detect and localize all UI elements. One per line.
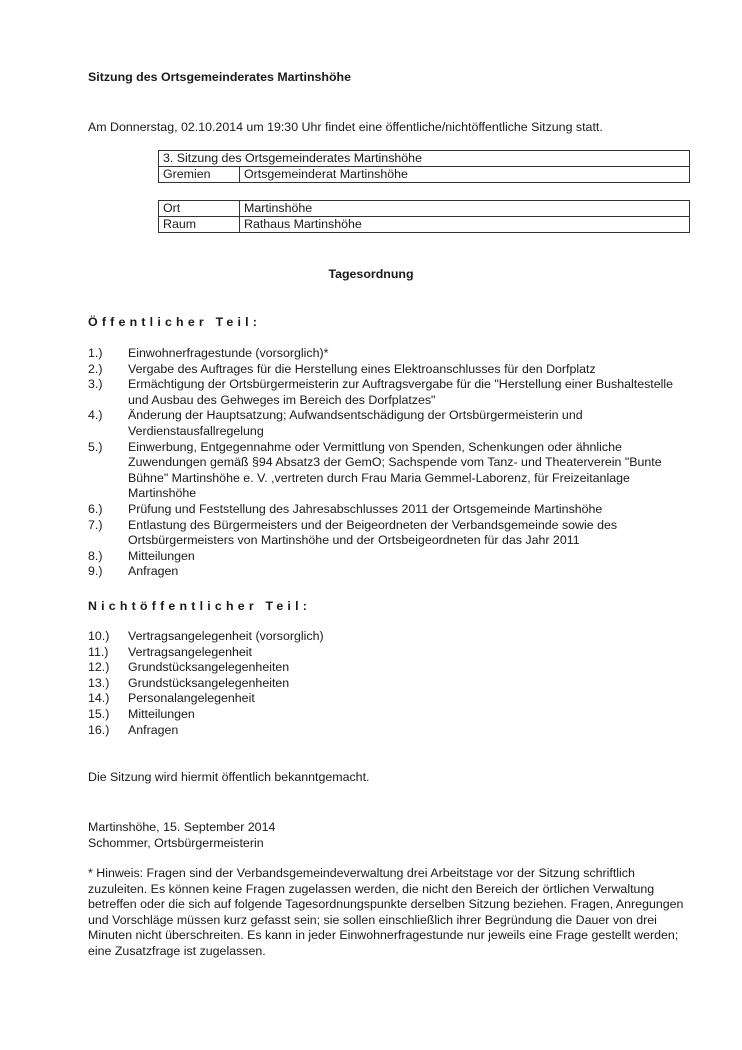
item-text: Entlastung des Bürgermeisters und der Beigeordneten der Verbandsgemeinde sowie des Ortsbürgermeisters von Martinshöhe und der Ortsbeigeordneten für das Jahr 2011 [128, 517, 618, 548]
list-item [88, 346, 688, 362]
item-number: 1.) [88, 346, 103, 360]
item-text: Grundstücksangelegenheiten [128, 675, 290, 690]
list-item [88, 707, 688, 723]
place-date: Martinshöhe, 15. September 2014 [88, 820, 276, 834]
list-item [88, 502, 688, 518]
item-text: Vertragsangelegenheit [128, 644, 253, 659]
list-item [88, 549, 688, 565]
item-number: 10.) [88, 629, 110, 643]
public-section-heading: Öffentlicher Teil: [88, 315, 262, 329]
item-text: Ermächtigung der Ortsbürgermeisterin zur Auftragsvergabe für die "Herstellung einer Bushaltestelle und Ausbau des Gehweges im Bereich des Dorfplatzes" [128, 377, 674, 407]
item-number: 15.) [88, 706, 110, 721]
footnote: * Hinweis: Fragen sind der Verbandsgemeindeverwaltung drei Arbeitstage vor der Sitzung schriftlich zuzuleiten. Es können keine Fragen zugelassen werden, die nicht den Bereich der örtlichen Verwaltung betreffen oder die sich auf folgende Tagesordnungspunkte derselben Sitzung beziehen. Fragen, Anregungen und Vorschläge müssen kurz gefasst sein; sie sollen einschließlich ihrer Begründung die Dauer von drei Minuten nicht überschreiten. Es kann in jeder Einwohnerfragestunde nur jeweils eine Frage gestellt werden; eine Zusatzfrage ist zugelassen. [88, 866, 684, 958]
table-row [159, 217, 690, 233]
location-table [158, 200, 690, 233]
item-text: Einwerbung, Entgegennahme oder Vermittlung von Spenden, Schenkungen oder ähnliche Zuwendungen gemäß §94 Absatz3 der GemO; Sachspende vom Tanz- und Theaterverein "Bunte Bühne" Martinshöhe e. V. ,vertreten durch Frau Maria Gemmel-Laborenz, für Freizeitanlage Martinshöhe [128, 439, 662, 501]
list-item [88, 629, 688, 645]
list-item [88, 564, 688, 580]
list-item [88, 518, 688, 549]
agenda-heading: Tagesordnung [328, 267, 414, 281]
item-text: Mitteilungen [128, 706, 195, 721]
session-header: 3. Sitzung des Ortsgemeinderates Martinshöhe [159, 151, 690, 167]
table-row [159, 151, 690, 167]
signature: Schommer, Ortsbürgermeisterin [88, 835, 264, 850]
closing-statement: Die Sitzung wird hiermit öffentlich bekanntgemacht. [88, 770, 370, 784]
item-number: 9.) [88, 564, 103, 579]
item-number: 12.) [88, 660, 110, 675]
list-item [88, 408, 688, 439]
item-text: Prüfung und Feststellung des Jahresabschlusses 2011 der Ortsgemeinde Martinshöhe [128, 501, 603, 516]
signature-block [88, 820, 275, 851]
item-number: 13.) [88, 675, 110, 690]
table-row [159, 167, 690, 183]
public-agenda-list [88, 346, 688, 580]
table-row [159, 201, 690, 217]
list-item [88, 723, 688, 739]
item-number: 6.) [88, 501, 103, 516]
list-item [88, 377, 688, 408]
item-number: 16.) [88, 722, 110, 737]
row-value: Rathaus Martinshöhe [240, 217, 690, 233]
list-item [88, 676, 688, 692]
item-text: Personalangelegenheit [128, 691, 255, 706]
item-number: 8.) [88, 548, 103, 563]
list-item [88, 362, 688, 378]
item-text: Vertragsangelegenheit (vorsorglich) [128, 629, 324, 643]
row-value: Martinshöhe [240, 201, 690, 217]
private-agenda-list [88, 629, 688, 738]
item-text: Anfragen [128, 722, 179, 737]
item-number: 7.) [88, 517, 103, 532]
document-title: Sitzung des Ortsgemeinderates Martinshöhe [88, 70, 352, 84]
private-section-heading: Nichtöffentlicher Teil: [88, 599, 312, 613]
list-item [88, 440, 688, 502]
item-number: 3.) [88, 377, 103, 392]
item-number: 4.) [88, 408, 103, 423]
item-text: Änderung der Hauptsatzung; Aufwandsentschädigung der Ortsbürgermeisterin und Verdienstausfallregelung [128, 408, 583, 438]
row-label: Ort [159, 201, 240, 217]
item-text: Grundstücksangelegenheiten [128, 660, 290, 675]
row-label: Gremien [159, 167, 240, 183]
item-number: 11.) [88, 644, 109, 659]
item-text: Mitteilungen [128, 548, 195, 563]
item-text: Einwohnerfragestunde (vorsorglich)* [128, 346, 329, 360]
item-number: 14.) [88, 691, 110, 706]
item-text: Vergabe des Auftrages für die Herstellung eines Elektroanschlusses für den Dorfplatz [128, 361, 596, 376]
list-item [88, 660, 688, 676]
item-number: 2.) [88, 361, 103, 376]
item-text: Anfragen [128, 564, 179, 579]
intro-text: Am Donnerstag, 02.10.2014 um 19:30 Uhr findet eine öffentliche/nichtöffentliche Sitzung statt. [88, 120, 603, 134]
row-value: Ortsgemeinderat Martinshöhe [240, 167, 690, 183]
list-item [88, 691, 688, 707]
item-number: 5.) [88, 439, 103, 454]
session-info-table [158, 150, 690, 183]
row-label: Raum [159, 217, 240, 233]
list-item [88, 645, 688, 661]
